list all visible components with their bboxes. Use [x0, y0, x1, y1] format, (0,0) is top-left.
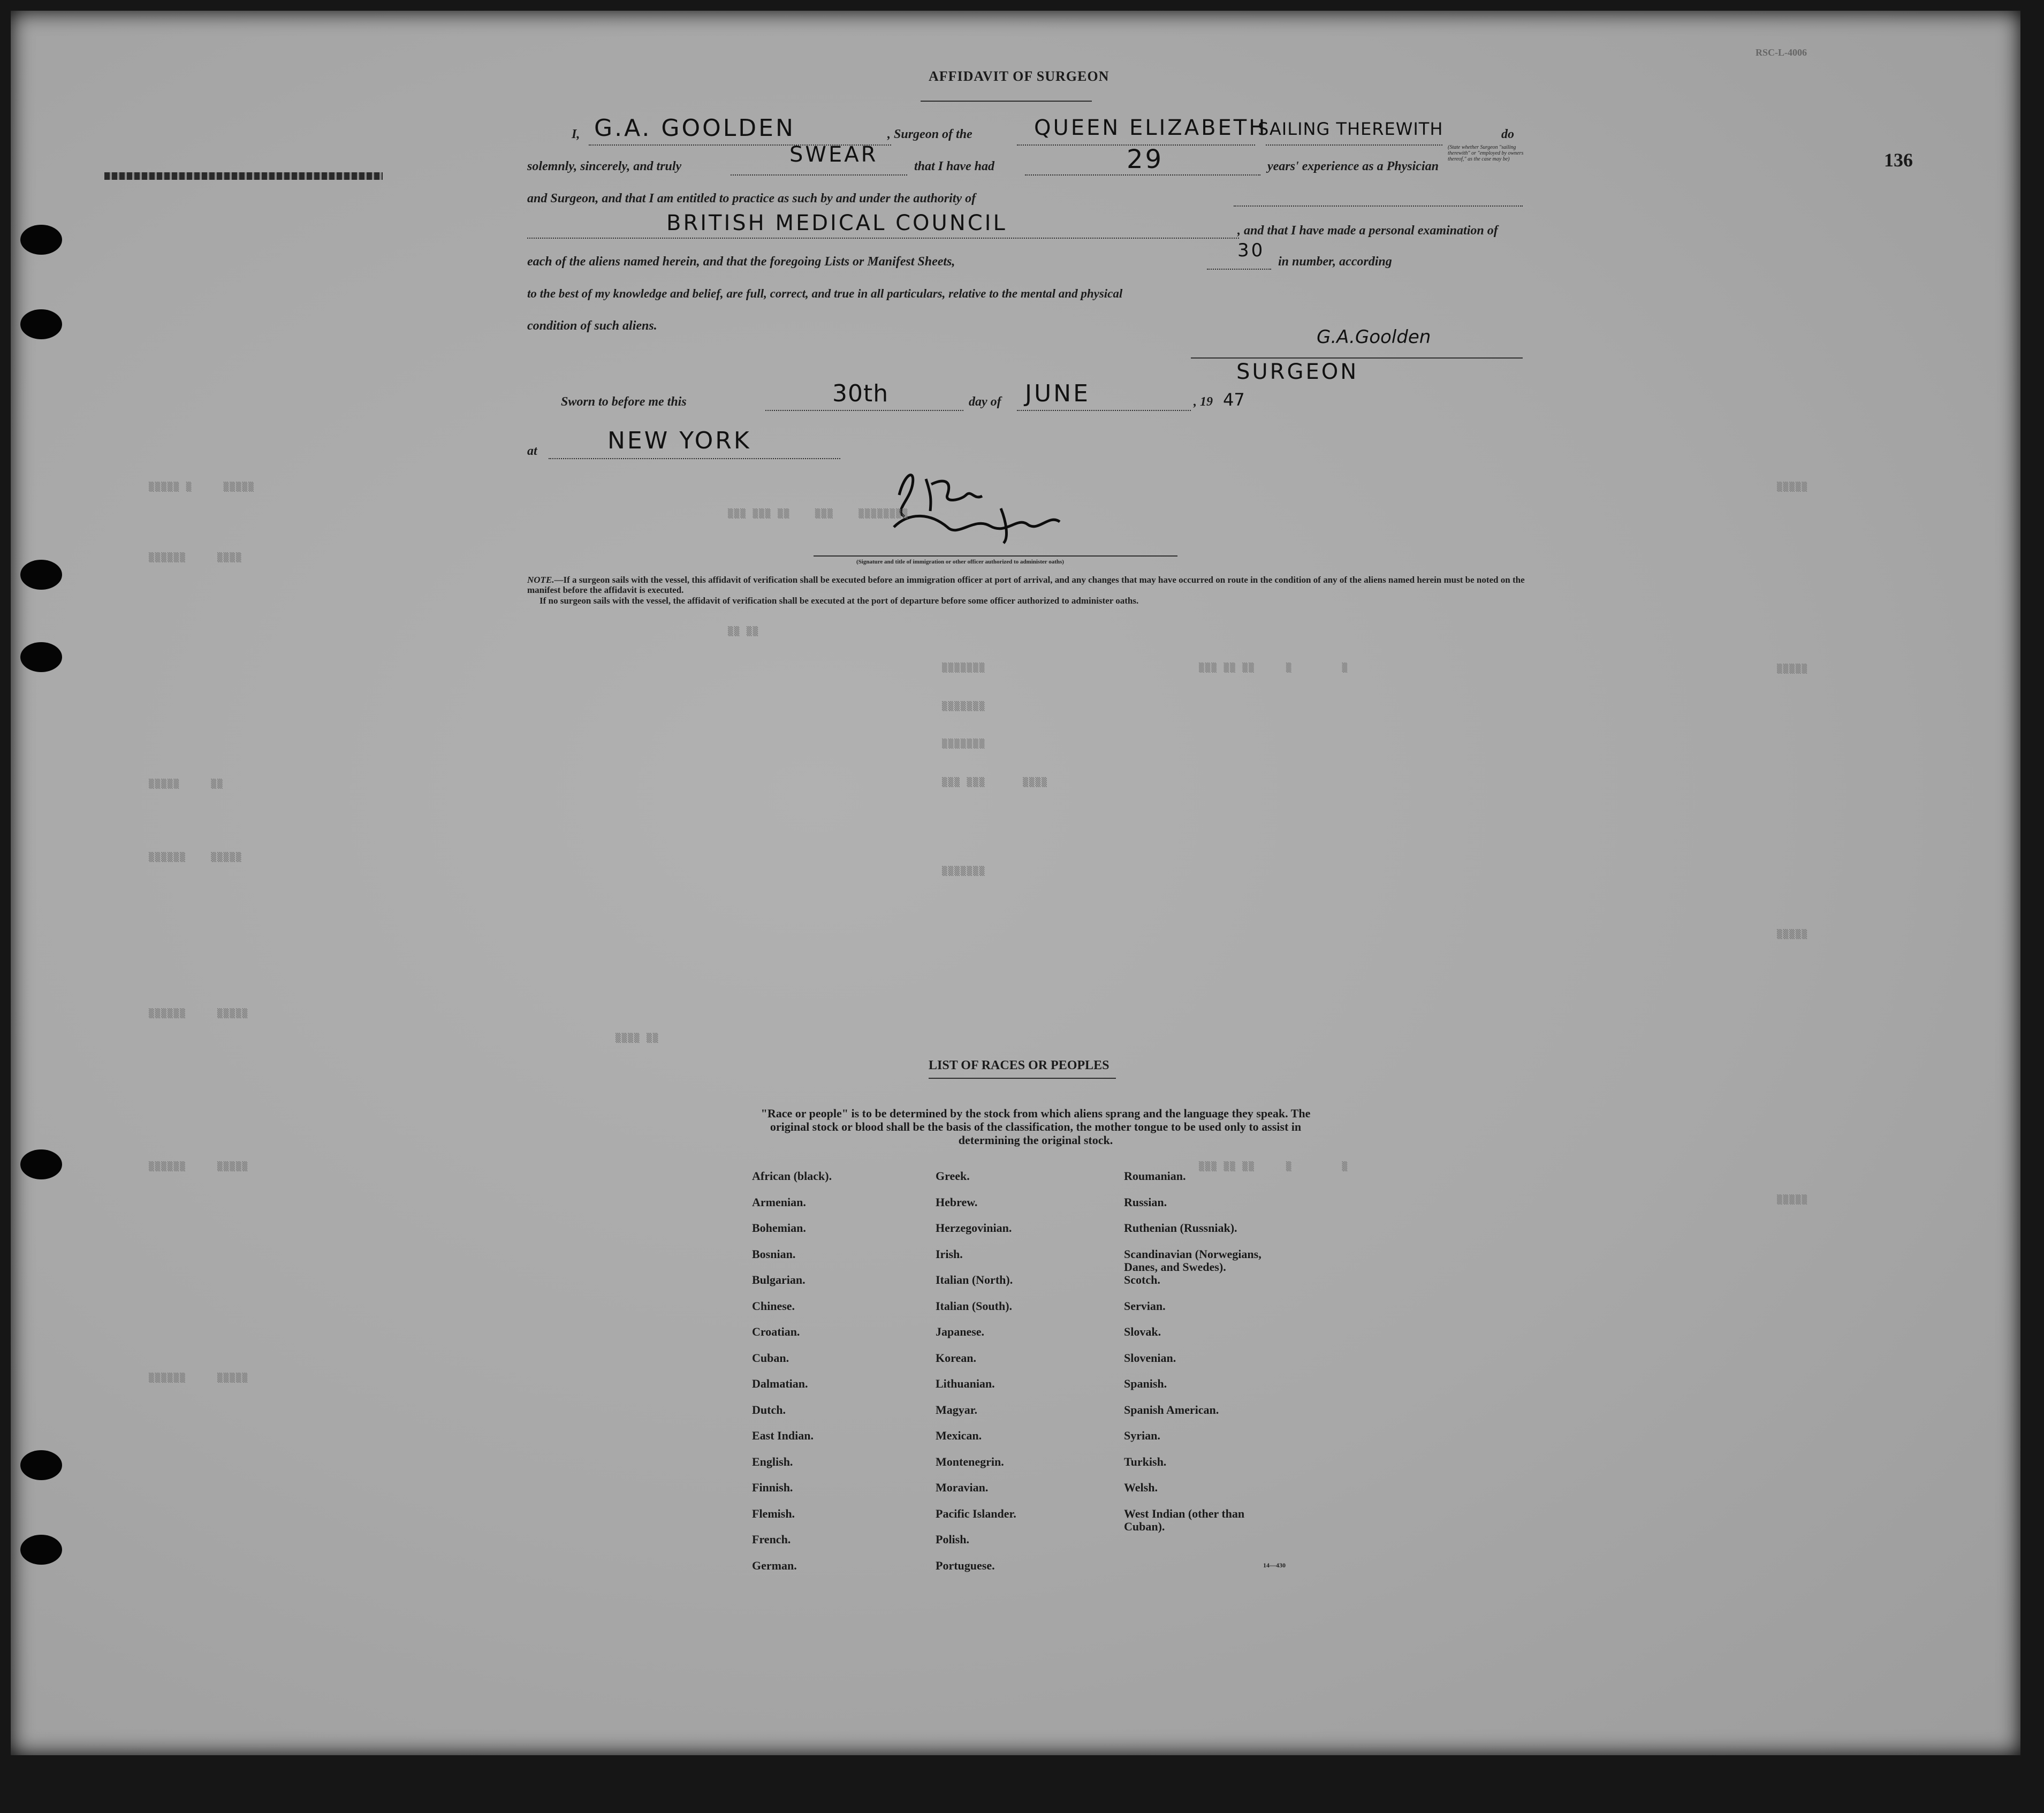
race-item: Magyar. [936, 1403, 978, 1416]
word-personal-exam: , and that I have made a personal examination of [1237, 224, 1498, 238]
bleed-text: ▒▒▒ ▒▒▒ ▒▒ ▒▒▒ ▒▒▒▒▒▒▒▒ [728, 508, 909, 519]
bleed-text: ▒▒▒▒▒▒▒ [942, 738, 986, 749]
race-item: Portuguese. [936, 1558, 995, 1572]
signature-line [1191, 357, 1523, 359]
races-title: LIST OF RACES OR PEOPLES [929, 1058, 1110, 1072]
sworn-place: NEW YORK [607, 427, 751, 454]
binder-hole [20, 560, 62, 590]
race-item: Bosnian. [752, 1247, 796, 1261]
race-item: Greek. [936, 1169, 970, 1183]
word-that-i-have-had: that I have had [914, 159, 995, 173]
race-item: Scandinavian (Norwegians, Danes, and Swedes). [1124, 1247, 1262, 1274]
sworn-year: 47 [1223, 390, 1245, 410]
sheets-value: 30 [1237, 240, 1265, 261]
race-item: Lithuanian. [936, 1377, 995, 1390]
month-line [1017, 410, 1191, 411]
manifest-sheet [11, 11, 2020, 1755]
race-item: Turkish. [1124, 1454, 1167, 1468]
race-item: Irish. [936, 1247, 963, 1261]
race-item: Flemish. [752, 1506, 795, 1520]
binder-hole [20, 225, 62, 255]
state-whether-caption: (State whether Surgeon "sailing therewith" or "employed by owners thereof," as the case may be) [1448, 144, 1524, 162]
bleed-text: ▒▒▒▒▒ [1777, 664, 1809, 674]
day-line [765, 410, 963, 411]
race-item: English. [752, 1454, 793, 1468]
bleed-text: ▒▒▒▒▒ [1777, 482, 1809, 492]
race-item: French. [752, 1533, 791, 1546]
race-item: Japanese. [936, 1325, 985, 1338]
race-item: Armenian. [752, 1195, 806, 1209]
word-and-surgeon: and Surgeon, and that I am entitled to practice as such by and under the authority of [527, 192, 976, 205]
binder-hole [20, 1149, 62, 1179]
race-item: West Indian (other than Cuban). [1124, 1506, 1245, 1533]
bleed-text: ▒▒▒▒▒▒▒ [942, 701, 986, 711]
word-year-prefix: , 19 [1194, 395, 1213, 409]
page-number: 136 [1884, 149, 1913, 171]
years-value: 29 [1127, 144, 1164, 174]
race-item: Mexican. [936, 1429, 982, 1442]
race-item: Moravian. [936, 1481, 989, 1494]
sailing-status: SAILING THEREWITH [1258, 119, 1443, 139]
word-i: I, [572, 127, 580, 141]
word-surgeon-of: , Surgeon of the [887, 127, 972, 141]
word-best-knowledge: to the best of my knowledge and belief, are full, correct, and true in all particulars, relative to the mental and physical [527, 287, 1123, 300]
race-item: Spanish American. [1124, 1403, 1219, 1416]
title-underline [921, 101, 1092, 102]
sheets-line [1207, 269, 1271, 270]
authority-line-a [1234, 205, 1523, 207]
race-item: African (black). [752, 1169, 832, 1183]
authority-value: BRITISH MEDICAL COUNCIL [666, 211, 1007, 235]
binder-hole [20, 1450, 62, 1480]
binder-hole [20, 309, 62, 339]
note-block [527, 575, 1533, 595]
word-condition: condition of such aliens. [527, 319, 657, 333]
binder-hole [20, 642, 62, 672]
surgeon-name: G.A. GOOLDEN [594, 115, 795, 142]
corner-mark: RSC-L-4006 [1756, 47, 1807, 58]
race-item: Cuban. [752, 1351, 789, 1365]
race-item: Ruthenian (Russniak). [1124, 1221, 1237, 1235]
years-line [1025, 174, 1260, 176]
race-item: Herzegovinian. [936, 1221, 1012, 1235]
race-item: Hebrew. [936, 1195, 978, 1209]
bleed-text: ▒▒▒▒ ▒▒ [616, 1033, 659, 1043]
race-item: Bulgarian. [752, 1273, 806, 1286]
word-years-experience: years' experience as a Physician [1267, 159, 1439, 173]
race-item: Chinese. [752, 1299, 795, 1313]
binder-hole [20, 1535, 62, 1565]
race-item: Bohemian. [752, 1221, 806, 1235]
race-item: Slovenian. [1124, 1351, 1176, 1365]
race-item: Syrian. [1124, 1429, 1160, 1442]
race-item: German. [752, 1558, 797, 1572]
bleed-text: ▒▒▒▒▒ ▒ ▒▒▒▒▒ [149, 482, 255, 492]
race-item: Italian (North). [936, 1273, 1013, 1286]
officer-caption: (Signature and title of immigration or other officer authorized to administer oaths) [856, 559, 1064, 565]
bleed-text: ▒▒▒▒▒▒ ▒▒▒▒▒ [149, 852, 242, 862]
redacted-row [104, 172, 383, 180]
note-label: NOTE. [527, 575, 554, 585]
word-each-alien: each of the aliens named herein, and that the foregoing Lists or Manifest Sheets, [527, 255, 955, 269]
bleed-text: ▒▒▒ ▒▒ ▒▒ ▒ ▒ [1199, 1161, 1349, 1171]
races-title-underline [929, 1078, 1116, 1079]
race-item: Montenegrin. [936, 1454, 1004, 1468]
race-item: Pacific Islander. [936, 1506, 1016, 1520]
word-in-number: in number, according [1278, 255, 1392, 269]
bleed-text: ▒▒▒▒▒ ▒▒ [149, 779, 224, 789]
surgeon-title: SURGEON [1236, 360, 1359, 384]
race-item: Dutch. [752, 1403, 786, 1416]
bleed-text: ▒▒▒▒▒▒▒ [942, 662, 986, 673]
form-number: 14—430 [1263, 1561, 1286, 1569]
race-item: Welsh. [1124, 1481, 1158, 1494]
race-item: Croatian. [752, 1325, 800, 1338]
note-line2: If no surgeon sails with the vessel, the affidavit of verification shall be executed at the port of departure before some officer authorized to administer oaths. [540, 596, 1139, 606]
bleed-text: ▒▒▒▒▒ [1777, 929, 1809, 939]
bleed-text: ▒▒▒ ▒▒ ▒▒ ▒ ▒ [1199, 662, 1349, 673]
bleed-text: ▒▒▒ ▒▒▒ ▒▒▒▒ [942, 777, 1048, 787]
race-item: Roumanian. [1124, 1169, 1186, 1183]
race-item: Dalmatian. [752, 1377, 808, 1390]
affidavit-title: AFFIDAVIT OF SURGEON [929, 68, 1110, 84]
sworn-day: 30th [832, 380, 889, 407]
bleed-text: ▒▒▒▒▒▒ ▒▒▒▒▒ [149, 1373, 249, 1383]
officer-line [814, 555, 1177, 557]
word-day-of: day of [969, 395, 1001, 409]
bleed-text: ▒▒▒▒▒▒ ▒▒▒▒▒ [149, 1008, 249, 1018]
word-do: do [1501, 127, 1514, 141]
officer-signature [867, 463, 1124, 549]
bleed-text: ▒▒▒▒▒▒ ▒▒▒▒▒ [149, 1161, 249, 1171]
note-line1: —If a surgeon sails with the vessel, this affidavit of verification shall be executed before an immigration officer at port of arrival, and any changes that may have occurred on route in the condition of any of the aliens named herein must be noted on the manifest before the affidavit is executed. [527, 575, 1525, 595]
race-item: Russian. [1124, 1195, 1167, 1209]
ship-name: QUEEN ELIZABETH [1034, 116, 1267, 140]
race-item: Scotch. [1124, 1273, 1160, 1286]
word-sworn: Sworn to before me this [561, 395, 687, 409]
bleed-text: ▒▒▒▒▒▒ ▒▒▒▒ [149, 552, 242, 562]
bleed-text: ▒▒▒▒▒ [1777, 1194, 1809, 1205]
race-item: Korean. [936, 1351, 976, 1365]
authority-line-b [527, 238, 1239, 239]
race-item: Polish. [936, 1533, 969, 1546]
oath-word: SWEAR [789, 142, 878, 167]
races-intro: "Race or people" is to be determined by the stock from which aliens sprang and the language they speak. The original stock or blood shall be the basis of the classification, the mother tongue to be used only to assist in determining the original stock. [761, 1107, 1311, 1147]
race-item: Slovak. [1124, 1325, 1161, 1338]
oath-line [731, 174, 907, 176]
place-line [549, 458, 840, 459]
surgeon-signature: G.A.Goolden [1317, 326, 1431, 348]
race-item: Servian. [1124, 1299, 1166, 1313]
bleed-text: ▒▒▒▒▒▒▒ [942, 866, 986, 876]
word-at: at [527, 444, 537, 458]
race-item: Italian (South). [936, 1299, 1013, 1313]
sworn-month: JUNE [1025, 380, 1090, 407]
race-item: East Indian. [752, 1429, 814, 1442]
sailing-line [1266, 144, 1442, 146]
race-item: Spanish. [1124, 1377, 1167, 1390]
bleed-text: ▒▒ ▒▒ [728, 626, 759, 636]
race-item: Finnish. [752, 1481, 793, 1494]
word-solemnly: solemnly, sincerely, and truly [527, 159, 682, 173]
